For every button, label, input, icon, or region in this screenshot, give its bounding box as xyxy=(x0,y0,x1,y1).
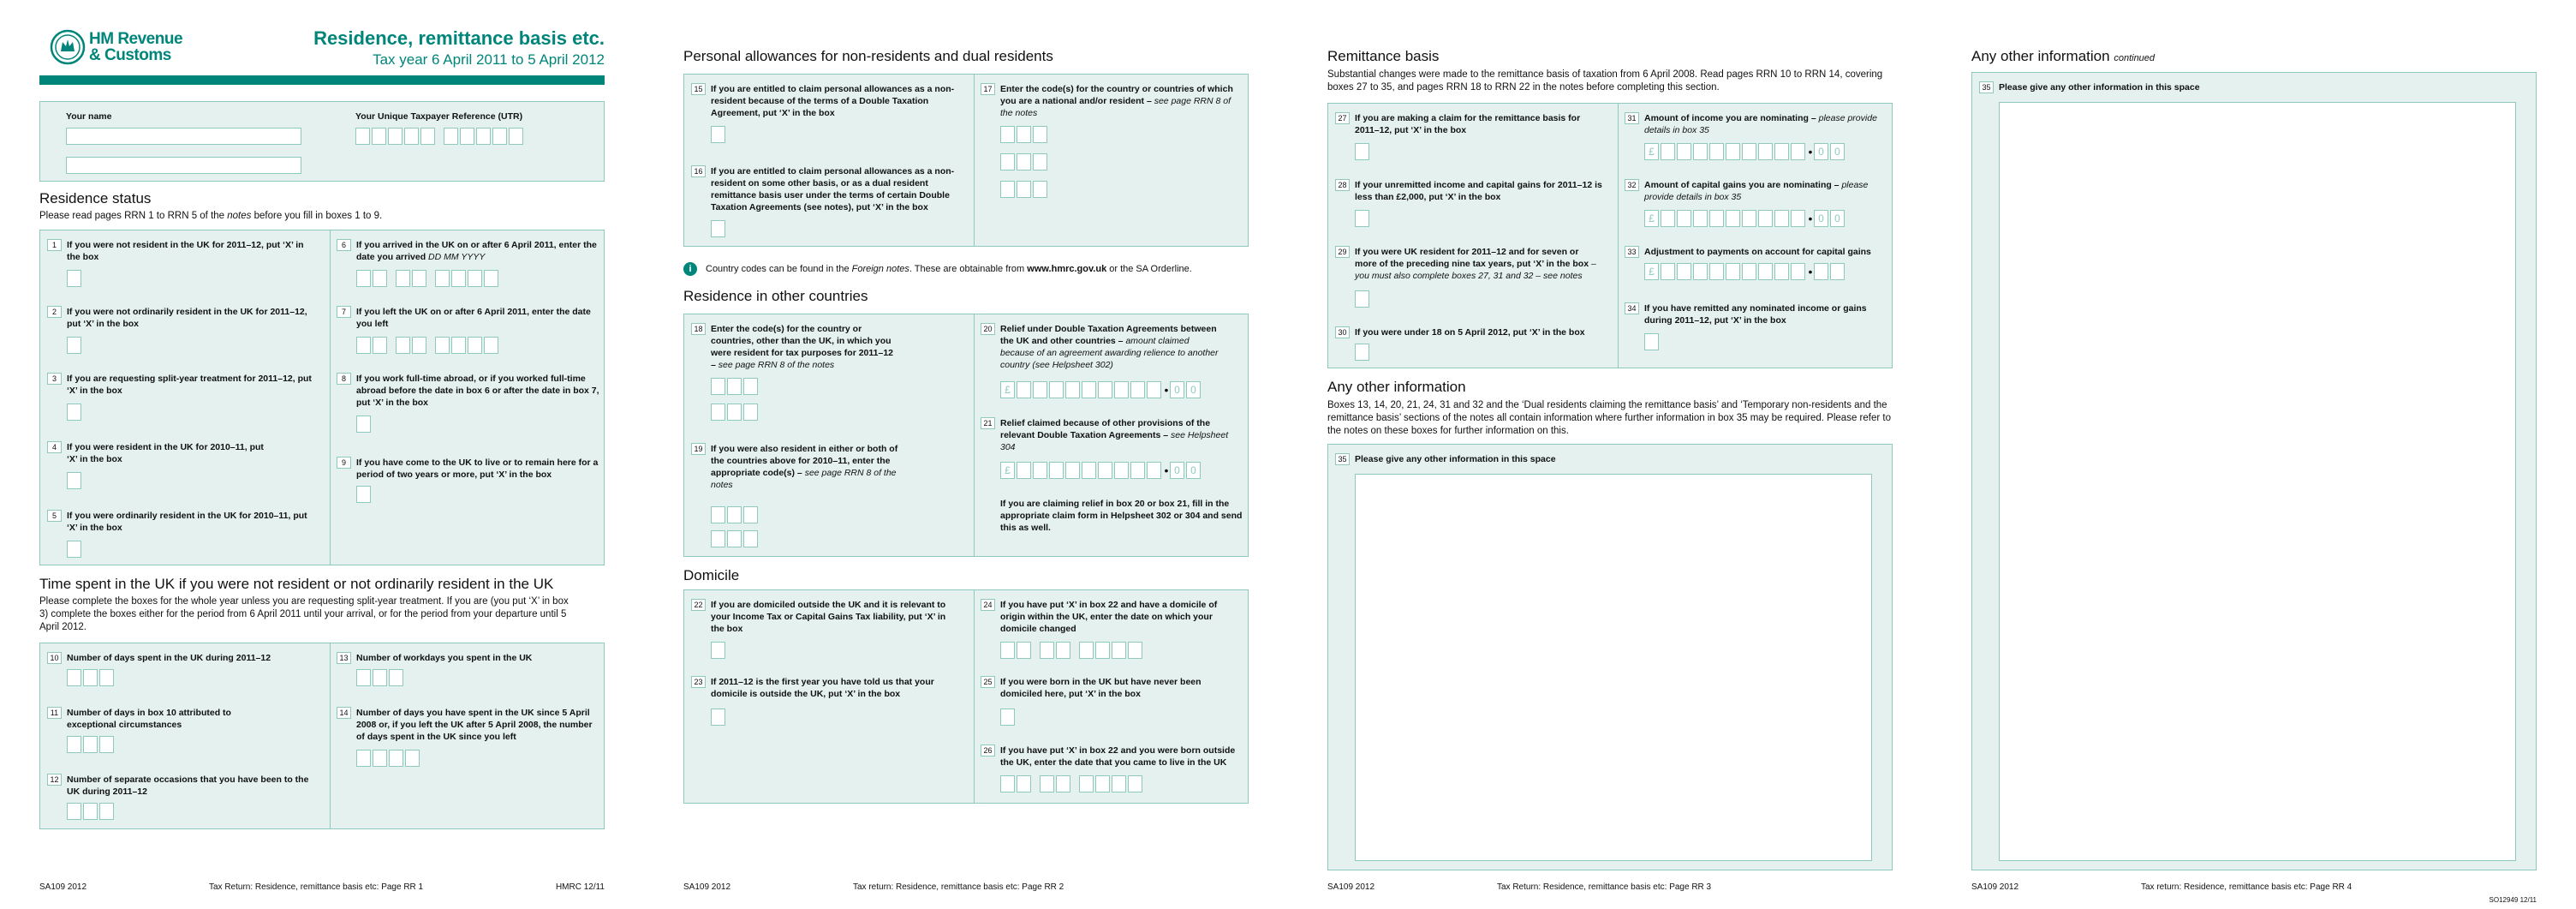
q9: 9 If you have come to the UK to live or to remain here for a period of two years or more, put ‘X’ in the box xyxy=(337,457,602,481)
info-icon: i xyxy=(683,262,697,276)
q28: 28 If your unremitted income and capital gains for 2011–12 is less than £2,000, put ‘X’ in the box xyxy=(1335,179,1609,203)
q15: 15 If you are entitled to claim personal allowances as a non-resident because of the terms of a Double Taxation Agreement, put ‘X’ in the box xyxy=(691,83,965,119)
page-rr1 xyxy=(0,0,644,909)
footer3-center: Tax Return: Residence, remittance basis etc: Page RR 3 xyxy=(1497,882,1712,892)
utr-label: Your Unique Taxpayer Reference (UTR) xyxy=(355,111,523,122)
page-rr4 xyxy=(1932,0,2576,909)
q35-textarea[interactable] xyxy=(1355,474,1872,861)
page-rr2-inner xyxy=(683,0,1249,909)
footer2-center: Tax return: Residence, remittance basis etc: Page RR 2 xyxy=(853,882,1064,892)
q18-boxes-1[interactable] xyxy=(711,378,760,395)
residence-intro-italic: notes xyxy=(227,211,252,221)
remit-panel xyxy=(1327,103,1893,368)
name-label: Your name xyxy=(66,111,112,122)
logo-line2: & Customs xyxy=(89,46,171,64)
residence-panel xyxy=(39,230,605,565)
name-field-1[interactable] xyxy=(66,128,301,145)
header-rule xyxy=(39,75,605,85)
other-countries-divider xyxy=(974,314,975,556)
residence-intro xyxy=(39,210,382,223)
q19: 19 If you were also resident in either or both of the countries above for 2010–11, enter the appropriate code(s) – see page RRN 8 of the notes xyxy=(691,443,965,491)
q34: 34 If you have remitted any nominated income or gains during 2011–12, put ‘X’ in the box xyxy=(1625,302,1890,326)
info-note xyxy=(683,262,1192,276)
q21-note: If you are claiming relief in box 20 or box 21, fill in the appropriate claim form in Helpsheet 302 or 304 and send this as well. xyxy=(1000,499,1243,533)
page-title: Residence, remittance basis etc. xyxy=(313,27,605,49)
residence-intro-before: Please read pages RRN 1 to RRN 5 of the xyxy=(39,211,228,221)
q11: 11 Number of days in box 10 attributed to exceptional circumstances xyxy=(47,707,321,731)
footer1-center: Tax Return: Residence, remittance basis etc: Page RR 1 xyxy=(209,882,424,892)
q25: 25 If you were born in the UK but have never been domiciled here, put ‘X’ in the box xyxy=(981,676,1246,700)
page-rr2 xyxy=(644,0,1288,909)
time-heading: Time spent in the UK if you were not resident or not ordinarily resident in the UK xyxy=(39,576,554,592)
q30-box[interactable] xyxy=(1355,344,1371,361)
other-info-cont-continued: continued xyxy=(2114,53,2156,63)
q22: 22 If you are domiciled outside the UK and it is relevant to your Income Tax or Capital Gains Tax liability, put ‘X’ in the box xyxy=(691,599,965,635)
q11-boxes[interactable] xyxy=(67,736,116,753)
info-after: . These are obtainable from xyxy=(909,264,1028,274)
q33-amount[interactable]: £ • xyxy=(1644,263,1846,280)
other-countries-heading: Residence in other countries xyxy=(683,288,868,304)
info-link[interactable]: www.hmrc.gov.uk xyxy=(1027,264,1107,274)
time-intro: Please complete the boxes for the whole year unless you are requesting split-year treatment. If you are (you put ‘X’ in box 3) complete the boxes either for the period from 6 April 2011 until your arrival, or for the period from your departure until 5 April 2012. xyxy=(39,596,569,632)
q6: 6 If you arrived in the UK on or after 6 April 2011, enter the date you arrived DD MM YYYY xyxy=(337,239,602,263)
q26-date-boxes[interactable] xyxy=(1000,775,1144,792)
page-rr1-inner xyxy=(39,0,605,909)
q19-boxes-2[interactable] xyxy=(711,530,760,547)
q27: 27 If you are making a claim for the remittance basis for 2011–12, put ‘X’ in the box xyxy=(1335,112,1609,136)
q20-amount[interactable]: £ • 0 0 xyxy=(1000,381,1202,398)
q14-boxes[interactable] xyxy=(356,750,421,767)
q4-box[interactable] xyxy=(67,472,83,489)
q13: 13 Number of workdays you spent in the UK xyxy=(337,652,602,664)
q6-date-boxes[interactable] xyxy=(356,270,500,287)
q27-box[interactable] xyxy=(1355,143,1371,160)
q2-box[interactable] xyxy=(67,337,83,354)
q7: 7 If you left the UK on or after 6 April 2011, enter the date you left xyxy=(337,306,602,330)
q21: 21 Relief claimed because of other provisions of the relevant Double Taxation Agreements – see Helpsheet 304 xyxy=(981,417,1246,453)
other-info-cont-heading xyxy=(1971,48,2155,65)
q8: 8 If you work full-time abroad, or if you worked full-time abroad before the date in box 6 or after the date in box 7, put ‘X’ in the box xyxy=(337,373,602,409)
time-divider xyxy=(330,643,331,828)
footer2-left: SA109 2012 xyxy=(683,882,731,892)
page-rr3-inner xyxy=(1327,0,1893,909)
domicile-divider xyxy=(974,590,975,803)
q16: 16 If you are entitled to claim personal allowances as a non-resident on some other basis, or as a dual resident remittance basis user under the terms of certain Double Taxation Agreements (see notes), put ‘X’ in the box xyxy=(691,165,965,213)
q15-box[interactable] xyxy=(711,126,727,143)
remit-divider xyxy=(1618,104,1619,368)
q31: 31 Amount of income you are nominating – please provide details in box 35 xyxy=(1625,112,1890,136)
q2: 2 If you were not ordinarily resident in the UK for 2011–12, put ‘X’ in the box xyxy=(47,306,321,330)
q12-boxes[interactable] xyxy=(67,803,116,820)
personal-heading: Personal allowances for non-residents and dual residents xyxy=(683,48,1053,64)
q20: 20 Relief under Double Taxation Agreements between the UK and other countries – amount claimed because of an agreement awarding relience to another country (see Helpsheet 302) xyxy=(981,323,1246,371)
page-rr4-inner xyxy=(1971,0,2537,909)
q16-box[interactable] xyxy=(711,220,727,237)
q5-box[interactable] xyxy=(67,541,83,558)
q3: 3 If you are requesting split-year treatment for 2011–12, put ‘X’ in the box xyxy=(47,373,321,397)
q35b: 35 Please give any other information in this space xyxy=(1979,81,2510,93)
q30: 30 If you were under 18 on 5 April 2012, put ‘X’ in the box xyxy=(1335,326,1609,338)
q17-boxes-2[interactable] xyxy=(1000,153,1049,170)
residence-heading: Residence status xyxy=(39,190,152,206)
name-utr-panel xyxy=(39,101,605,182)
q23-box[interactable] xyxy=(711,709,727,726)
q17-boxes-1[interactable] xyxy=(1000,126,1049,143)
q29: 29 If you were UK resident for 2011–12 and for seven or more of the preceding nine tax years, put ‘X’ in the box – you must also complete boxes 27, 31 and 32 – see notes xyxy=(1335,246,1609,282)
logo-line1: HM Revenue xyxy=(89,30,183,48)
q17-boxes-3[interactable] xyxy=(1000,181,1049,198)
q21-amount[interactable]: £ • 0 0 xyxy=(1000,462,1202,479)
hmrc-logo xyxy=(50,29,204,70)
q33: 33 Adjustment to payments on account for capital gains xyxy=(1625,246,1890,258)
q18: 18 Enter the code(s) for the country or countries, other than the UK, in which you were resident for tax purposes for 2011–12 – see page RRN 8 of the notes xyxy=(691,323,965,371)
q13-boxes[interactable] xyxy=(356,669,405,686)
q35: 35 Please give any other information in this space xyxy=(1335,453,1866,465)
q10: 10 Number of days spent in the UK during 2011–12 xyxy=(47,652,321,664)
other-info-cont-title: Any other information xyxy=(1971,48,2110,64)
q35b-textarea[interactable] xyxy=(1999,102,2516,861)
domicile-heading: Domicile xyxy=(683,567,740,583)
q7-date-boxes[interactable] xyxy=(356,337,500,354)
footer4-left: SA109 2012 xyxy=(1971,882,2019,892)
utr-boxes[interactable] xyxy=(355,128,525,145)
q14: 14 Number of days you have spent in the UK since 5 April 2008 or, if you left the UK after 5 April 2008, the number of days spent in the UK since you left xyxy=(337,707,602,743)
q3-box[interactable] xyxy=(67,404,83,421)
q12: 12 Number of separate occasions that you have been to the UK during 2011–12 xyxy=(47,774,321,798)
footer1-left: SA109 2012 xyxy=(39,882,87,892)
q32: 32 Amount of capital gains you are nominating – please provide details in box 35 xyxy=(1625,179,1890,203)
domicile-panel xyxy=(683,589,1249,804)
footer4-code: SO12949 12/11 xyxy=(2489,896,2537,904)
other-info-heading: Any other information xyxy=(1327,379,1466,395)
q9-box[interactable] xyxy=(356,486,373,503)
q34-box[interactable] xyxy=(1644,333,1661,350)
footer1-right: HMRC 12/11 xyxy=(555,882,605,892)
q24: 24 If you have put ‘X’ in box 22 and have a domicile of origin within the UK, enter the date on which your domicile changed xyxy=(981,599,1246,635)
q10-boxes[interactable] xyxy=(67,669,116,686)
q1: 1 If you were not resident in the UK for 2011–12, put ‘X’ in the box xyxy=(47,239,321,263)
q19-boxes-1[interactable] xyxy=(711,506,760,523)
q24-date-boxes[interactable] xyxy=(1000,642,1144,659)
q17: 17 Enter the code(s) for the country or countries of which you are a national and/or resident – see page RRN 8 of the notes xyxy=(981,83,1246,119)
q29-box[interactable] xyxy=(1355,290,1371,308)
info-before: Country codes can be found in the xyxy=(706,264,852,274)
name-field-2[interactable] xyxy=(66,157,301,174)
q5: 5 If you were ordinarily resident in the UK for 2010–11, put ‘X’ in the box xyxy=(47,510,321,534)
personal-divider xyxy=(974,75,975,246)
q28-box[interactable] xyxy=(1355,210,1371,227)
residence-divider xyxy=(330,230,331,565)
info-end: or the SA Orderline. xyxy=(1106,264,1192,274)
q18-boxes-2[interactable] xyxy=(711,404,760,421)
other-countries-panel xyxy=(683,314,1249,557)
residence-intro-after: before you fill in boxes 1 to 9. xyxy=(251,211,383,221)
remit-heading: Remittance basis xyxy=(1327,48,1440,64)
page-rr3 xyxy=(1288,0,1932,909)
q22-box[interactable] xyxy=(711,642,727,659)
q26: 26 If you have put ‘X’ in box 22 and you were born outside the UK, enter the date that you came to live in the UK xyxy=(981,745,1246,768)
footer3-left: SA109 2012 xyxy=(1327,882,1375,892)
q23: 23 If 2011–12 is the first year you have told us that your domicile is outside the UK, put ‘X’ in the box xyxy=(691,676,965,700)
q32-amount[interactable]: £ • 0 0 xyxy=(1644,210,1846,227)
personal-panel xyxy=(683,74,1249,247)
q8-box[interactable] xyxy=(356,416,373,433)
q35b-panel xyxy=(1971,72,2537,870)
q1-box[interactable] xyxy=(67,270,83,287)
info-italic: Foreign notes xyxy=(851,264,909,274)
other-info-intro: Boxes 13, 14, 20, 21, 24, 31 and 32 and the ‘Dual residents claiming the remittance basis’ and ‘Temporary non-residents and the remittance basis’ sections of the notes all contain information where further information in box 35 may be required. Please refer to the notes on these boxes for further information on this. xyxy=(1327,400,1891,436)
page-subtitle: Tax year 6 April 2011 to 5 April 2012 xyxy=(373,51,605,68)
remit-intro: Substantial changes were made to the remittance basis of taxation from 6 April 2008. Read pages RRN 10 to RRN 14, covering boxes 27 to 35, and pages RRN 18 to RRN 22 in the notes before completing this section. xyxy=(1327,69,1883,93)
q4: 4 If you were resident in the UK for 2010–11, put ‘X’ in the box xyxy=(47,441,321,465)
time-panel xyxy=(39,643,605,829)
q25-box[interactable] xyxy=(1000,709,1017,726)
crown-crest-icon xyxy=(50,29,86,65)
footer4-center: Tax return: Residence, remittance basis etc: Page RR 4 xyxy=(2141,882,2352,892)
q31-amount[interactable]: £ • 0 0 xyxy=(1644,143,1846,160)
q35-panel xyxy=(1327,444,1893,870)
